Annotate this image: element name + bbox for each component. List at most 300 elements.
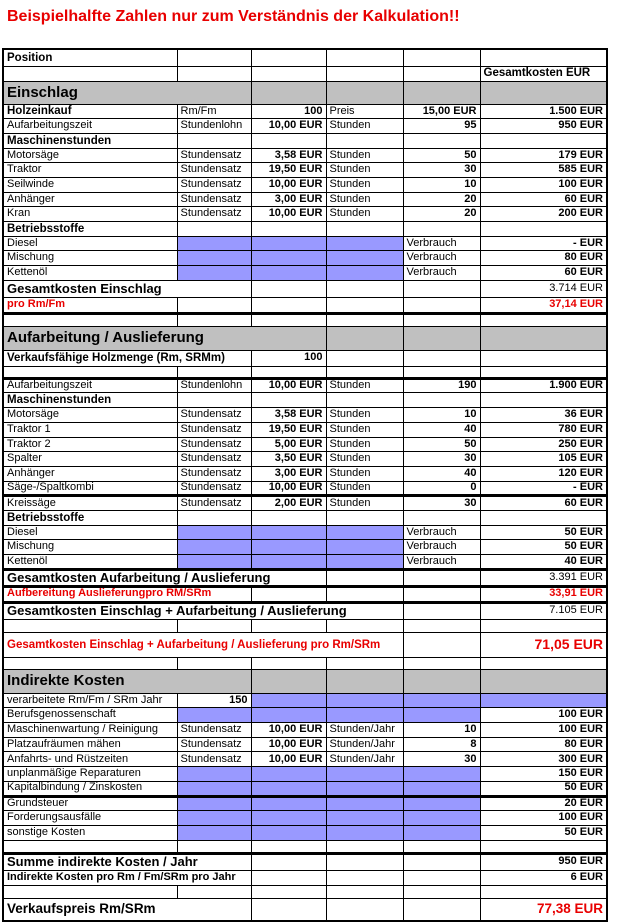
cell: Stundensatz bbox=[177, 422, 251, 437]
table-row bbox=[3, 350, 607, 366]
table-row bbox=[3, 192, 607, 207]
empty-cell bbox=[480, 49, 607, 66]
empty-cell bbox=[251, 366, 326, 378]
table-row bbox=[3, 133, 607, 148]
empty-cell bbox=[403, 657, 480, 669]
empty-cell bbox=[403, 811, 480, 826]
cell: 10,00 EUR bbox=[251, 723, 326, 738]
cell: Stundensatz bbox=[177, 163, 251, 178]
cell: Stundensatz bbox=[177, 437, 251, 452]
empty-cell bbox=[326, 297, 403, 313]
table-row bbox=[3, 408, 607, 423]
cell: 3,58 EUR bbox=[251, 408, 326, 423]
table-row bbox=[3, 251, 607, 266]
cell: Aufarbeitungszeit bbox=[3, 378, 177, 393]
empty-cell bbox=[326, 619, 403, 632]
cell: 150 bbox=[177, 693, 251, 708]
table-row bbox=[3, 885, 607, 898]
empty-cell bbox=[177, 767, 251, 782]
empty-cell bbox=[480, 840, 607, 853]
cell: Preis bbox=[326, 104, 403, 119]
cell: unplanmäßige Reparaturen bbox=[3, 767, 177, 782]
empty-cell bbox=[326, 555, 403, 570]
empty-cell bbox=[251, 796, 326, 811]
cell: Kapitalbindung / Zinskosten bbox=[3, 781, 177, 796]
empty-cell bbox=[177, 366, 251, 378]
table-row bbox=[3, 466, 607, 481]
empty-cell bbox=[251, 586, 326, 602]
cell: 40 bbox=[403, 466, 480, 481]
table-row bbox=[3, 496, 607, 511]
empty-cell bbox=[251, 825, 326, 840]
cell: Rm/Fm bbox=[177, 104, 251, 119]
empty-cell bbox=[326, 81, 403, 104]
cell: 50 EUR bbox=[480, 525, 607, 540]
table-row bbox=[3, 66, 607, 81]
cell: Mischung bbox=[3, 540, 177, 555]
table-row bbox=[3, 569, 607, 586]
table-row bbox=[3, 422, 607, 437]
cell: 8 bbox=[403, 737, 480, 752]
empty-cell bbox=[177, 251, 251, 266]
cell: Stunden bbox=[326, 378, 403, 393]
cell: 10 bbox=[403, 177, 480, 192]
cell: Maschinenstunden bbox=[3, 133, 177, 148]
table-row bbox=[3, 280, 607, 297]
cell: 10,00 EUR bbox=[251, 378, 326, 393]
table-row bbox=[3, 602, 607, 619]
empty-cell bbox=[251, 767, 326, 782]
cell: 1.900 EUR bbox=[480, 378, 607, 393]
empty-cell bbox=[326, 811, 403, 826]
empty-cell bbox=[177, 840, 251, 853]
empty-cell bbox=[403, 350, 480, 366]
cell: Verbrauch bbox=[403, 555, 480, 570]
table-row bbox=[3, 222, 607, 237]
empty-cell bbox=[326, 66, 403, 81]
cell: 3.714 EUR bbox=[480, 280, 607, 297]
empty-cell bbox=[177, 313, 251, 326]
empty-cell bbox=[480, 313, 607, 326]
cell: 50 EUR bbox=[480, 825, 607, 840]
empty-cell bbox=[3, 657, 177, 669]
empty-cell bbox=[177, 393, 251, 408]
cell: 10,00 EUR bbox=[251, 752, 326, 767]
cell: Stundensatz bbox=[177, 496, 251, 511]
table-row bbox=[3, 366, 607, 378]
cell: 10 bbox=[403, 408, 480, 423]
empty-cell bbox=[403, 853, 480, 870]
cell: Stundensatz bbox=[177, 752, 251, 767]
cell: Aufarbeitungszeit bbox=[3, 119, 177, 134]
empty-cell bbox=[3, 840, 177, 853]
cell: 80 EUR bbox=[480, 251, 607, 266]
empty-cell bbox=[251, 297, 326, 313]
empty-cell bbox=[177, 236, 251, 251]
cell: 950 EUR bbox=[480, 119, 607, 134]
cell: verarbeitete Rm/Fm / SRm Jahr bbox=[3, 693, 177, 708]
empty-cell bbox=[480, 669, 607, 693]
cell: Motorsäge bbox=[3, 408, 177, 423]
empty-cell bbox=[326, 49, 403, 66]
empty-cell bbox=[403, 366, 480, 378]
cell: Stundensatz bbox=[177, 723, 251, 738]
empty-cell bbox=[326, 898, 403, 921]
cell: Gesamtkosten EUR bbox=[480, 66, 607, 81]
empty-cell bbox=[3, 885, 177, 898]
empty-cell bbox=[326, 133, 403, 148]
cell: 3,50 EUR bbox=[251, 452, 326, 467]
cell: 3,00 EUR bbox=[251, 466, 326, 481]
empty-cell bbox=[177, 825, 251, 840]
cell: 50 bbox=[403, 437, 480, 452]
empty-cell bbox=[177, 781, 251, 796]
cell: Traktor 1 bbox=[3, 422, 177, 437]
empty-cell bbox=[251, 266, 326, 281]
cell: Stunden/Jahr bbox=[326, 723, 403, 738]
cell: 2,00 EUR bbox=[251, 496, 326, 511]
table-row bbox=[3, 781, 607, 796]
empty-cell bbox=[251, 280, 326, 297]
table-row bbox=[3, 177, 607, 192]
empty-cell bbox=[403, 569, 480, 586]
cell: Motorsäge bbox=[3, 148, 177, 163]
empty-cell bbox=[326, 767, 403, 782]
cell: Maschinenwartung / Reinigung bbox=[3, 723, 177, 738]
table-row bbox=[3, 825, 607, 840]
cell: Summe indirekte Kosten / Jahr bbox=[3, 853, 251, 870]
empty-cell bbox=[326, 840, 403, 853]
cell: - EUR bbox=[480, 236, 607, 251]
cell: Forderungsausfälle bbox=[3, 811, 177, 826]
table-row bbox=[3, 619, 607, 632]
cell: Säge-/Spaltkombi bbox=[3, 481, 177, 496]
cell: 150 EUR bbox=[480, 767, 607, 782]
cell: Verkaufspreis Rm/SRm bbox=[3, 898, 251, 921]
empty-cell bbox=[177, 266, 251, 281]
empty-cell bbox=[251, 885, 326, 898]
empty-cell bbox=[480, 326, 607, 350]
empty-cell bbox=[251, 619, 326, 632]
sheet-title: Beispielhalfte Zahlen nur zum Verständnis der Kalkulation!! bbox=[7, 8, 460, 25]
empty-cell bbox=[326, 510, 403, 525]
cell: 77,38 EUR bbox=[480, 898, 607, 921]
empty-cell bbox=[251, 811, 326, 826]
cell: 100 EUR bbox=[480, 708, 607, 723]
empty-cell bbox=[403, 133, 480, 148]
empty-cell bbox=[177, 49, 251, 66]
empty-cell bbox=[251, 251, 326, 266]
cell: 3.391 EUR bbox=[480, 569, 607, 586]
cell: Betriebsstoffe bbox=[3, 510, 177, 525]
cell: Aufbereitung Auslieferungpro RM/SRm bbox=[3, 586, 251, 602]
empty-cell bbox=[403, 393, 480, 408]
table-row bbox=[3, 632, 607, 657]
empty-cell bbox=[480, 693, 607, 708]
table-row bbox=[3, 525, 607, 540]
empty-cell bbox=[403, 708, 480, 723]
empty-cell bbox=[403, 619, 480, 632]
cell: Stunden/Jahr bbox=[326, 737, 403, 752]
table-row bbox=[3, 540, 607, 555]
empty-cell bbox=[326, 825, 403, 840]
section-header-aufarbeitung: Aufarbeitung / Auslieferung bbox=[3, 326, 326, 350]
cell: 585 EUR bbox=[480, 163, 607, 178]
empty-cell bbox=[403, 885, 480, 898]
cell: 5,00 EUR bbox=[251, 437, 326, 452]
cell: 60 EUR bbox=[480, 496, 607, 511]
table-row bbox=[3, 49, 607, 66]
cell: 780 EUR bbox=[480, 422, 607, 437]
empty-cell bbox=[403, 66, 480, 81]
empty-cell bbox=[251, 898, 326, 921]
cell: Stunden bbox=[326, 422, 403, 437]
cell: Stunden bbox=[326, 163, 403, 178]
cell: Stunden bbox=[326, 408, 403, 423]
cell: 120 EUR bbox=[480, 466, 607, 481]
empty-cell bbox=[403, 297, 480, 313]
empty-cell bbox=[251, 133, 326, 148]
cell: sonstige Kosten bbox=[3, 825, 177, 840]
empty-cell bbox=[251, 840, 326, 853]
empty-cell bbox=[403, 825, 480, 840]
calculation-table bbox=[2, 48, 608, 922]
cell: 50 bbox=[403, 148, 480, 163]
empty-cell bbox=[3, 66, 177, 81]
cell: 20 EUR bbox=[480, 796, 607, 811]
empty-cell bbox=[251, 853, 326, 870]
empty-cell bbox=[251, 870, 326, 885]
cell: Stunden bbox=[326, 148, 403, 163]
cell: 60 EUR bbox=[480, 192, 607, 207]
empty-cell bbox=[3, 313, 177, 326]
empty-cell bbox=[403, 602, 480, 619]
empty-cell bbox=[480, 619, 607, 632]
empty-cell bbox=[326, 708, 403, 723]
cell: 19,50 EUR bbox=[251, 163, 326, 178]
cell: 20 bbox=[403, 207, 480, 222]
cell: 100 EUR bbox=[480, 177, 607, 192]
section-header-indirekte-kosten: Indirekte Kosten bbox=[3, 669, 251, 693]
table-row bbox=[3, 840, 607, 853]
cell: 30 bbox=[403, 496, 480, 511]
cell: 10,00 EUR bbox=[251, 119, 326, 134]
empty-cell bbox=[480, 393, 607, 408]
cell: Diesel bbox=[3, 236, 177, 251]
empty-cell bbox=[403, 222, 480, 237]
cell: Stunden bbox=[326, 496, 403, 511]
cell: 30 bbox=[403, 163, 480, 178]
cell: Stunden bbox=[326, 207, 403, 222]
cell: Verbrauch bbox=[403, 266, 480, 281]
empty-cell bbox=[251, 657, 326, 669]
cell: 100 EUR bbox=[480, 811, 607, 826]
table-row bbox=[3, 737, 607, 752]
empty-cell bbox=[480, 350, 607, 366]
table-row bbox=[3, 452, 607, 467]
empty-cell bbox=[480, 510, 607, 525]
table-row bbox=[3, 148, 607, 163]
cell: 33,91 EUR bbox=[480, 586, 607, 602]
cell: Gesamtkosten Einschlag + Aufarbeitung / Auslieferung pro Rm/SRm bbox=[3, 632, 403, 657]
cell: Kran bbox=[3, 207, 177, 222]
cell: Stunden bbox=[326, 177, 403, 192]
empty-cell bbox=[403, 586, 480, 602]
cell: 30 bbox=[403, 752, 480, 767]
cell: 30 bbox=[403, 452, 480, 467]
empty-cell bbox=[403, 326, 480, 350]
empty-cell bbox=[251, 540, 326, 555]
empty-cell bbox=[326, 366, 403, 378]
cell: Verbrauch bbox=[403, 525, 480, 540]
table-row bbox=[3, 586, 607, 602]
empty-cell bbox=[403, 767, 480, 782]
empty-cell bbox=[326, 781, 403, 796]
cell: 37,14 EUR bbox=[480, 297, 607, 313]
empty-cell bbox=[251, 81, 326, 104]
cell: Grundsteuer bbox=[3, 796, 177, 811]
cell: Stundensatz bbox=[177, 207, 251, 222]
cell: Stundenlohn bbox=[177, 119, 251, 134]
empty-cell bbox=[3, 619, 177, 632]
cell: Stunden bbox=[326, 119, 403, 134]
cell: Stundensatz bbox=[177, 148, 251, 163]
empty-cell bbox=[326, 280, 403, 297]
cell: - EUR bbox=[480, 481, 607, 496]
cell: Spalter bbox=[3, 452, 177, 467]
empty-cell bbox=[403, 49, 480, 66]
table-row bbox=[3, 708, 607, 723]
empty-cell bbox=[326, 222, 403, 237]
empty-cell bbox=[177, 619, 251, 632]
empty-cell bbox=[403, 510, 480, 525]
cell: Anhänger bbox=[3, 192, 177, 207]
empty-cell bbox=[177, 555, 251, 570]
cell: 10,00 EUR bbox=[251, 481, 326, 496]
empty-cell bbox=[326, 326, 403, 350]
empty-cell bbox=[326, 586, 403, 602]
section-header-einschlag: Einschlag bbox=[3, 81, 251, 104]
cell: Kettenöl bbox=[3, 555, 177, 570]
cell: Stundensatz bbox=[177, 192, 251, 207]
cell: 3,00 EUR bbox=[251, 192, 326, 207]
empty-cell bbox=[403, 840, 480, 853]
table-row bbox=[3, 313, 607, 326]
table-row bbox=[3, 669, 607, 693]
cell: Stundensatz bbox=[177, 408, 251, 423]
empty-cell bbox=[251, 669, 326, 693]
empty-cell bbox=[251, 555, 326, 570]
empty-cell bbox=[326, 313, 403, 326]
empty-cell bbox=[326, 885, 403, 898]
table-row bbox=[3, 723, 607, 738]
cell: 100 bbox=[251, 104, 326, 119]
table-row bbox=[3, 297, 607, 313]
cell: Stunden bbox=[326, 466, 403, 481]
table-row bbox=[3, 481, 607, 496]
cell: Anfahrts- und Rüstzeiten bbox=[3, 752, 177, 767]
cell: 300 EUR bbox=[480, 752, 607, 767]
cell: Mischung bbox=[3, 251, 177, 266]
empty-cell bbox=[326, 796, 403, 811]
empty-cell bbox=[177, 540, 251, 555]
cell: Traktor bbox=[3, 163, 177, 178]
empty-cell bbox=[403, 313, 480, 326]
empty-cell bbox=[177, 66, 251, 81]
table-row bbox=[3, 326, 607, 350]
cell: 3,58 EUR bbox=[251, 148, 326, 163]
cell: 10,00 EUR bbox=[251, 737, 326, 752]
cell: 20 bbox=[403, 192, 480, 207]
cell: 95 bbox=[403, 119, 480, 134]
cell: 100 EUR bbox=[480, 723, 607, 738]
empty-cell bbox=[403, 693, 480, 708]
empty-cell bbox=[480, 222, 607, 237]
empty-cell bbox=[251, 510, 326, 525]
cell: 36 EUR bbox=[480, 408, 607, 423]
empty-cell bbox=[480, 657, 607, 669]
empty-cell bbox=[480, 133, 607, 148]
table-row bbox=[3, 811, 607, 826]
empty-cell bbox=[177, 796, 251, 811]
cell: Verbrauch bbox=[403, 540, 480, 555]
cell: 100 bbox=[251, 350, 326, 366]
empty-cell bbox=[326, 350, 403, 366]
table-row bbox=[3, 555, 607, 570]
empty-cell bbox=[251, 236, 326, 251]
cell: 50 EUR bbox=[480, 540, 607, 555]
cell: 7.105 EUR bbox=[480, 602, 607, 619]
empty-cell bbox=[251, 781, 326, 796]
cell: Stunden bbox=[326, 481, 403, 496]
cell: Gesamtkosten Einschlag bbox=[3, 280, 251, 297]
cell: Seilwinde bbox=[3, 177, 177, 192]
cell: 40 EUR bbox=[480, 555, 607, 570]
cell: Stundensatz bbox=[177, 177, 251, 192]
empty-cell bbox=[251, 525, 326, 540]
cell: 190 bbox=[403, 378, 480, 393]
table-row bbox=[3, 378, 607, 393]
empty-cell bbox=[326, 393, 403, 408]
empty-cell bbox=[177, 133, 251, 148]
cell: 200 EUR bbox=[480, 207, 607, 222]
cell: 19,50 EUR bbox=[251, 422, 326, 437]
table-row bbox=[3, 163, 607, 178]
cell: Stundensatz bbox=[177, 737, 251, 752]
table-row bbox=[3, 236, 607, 251]
cell: 179 EUR bbox=[480, 148, 607, 163]
empty-cell bbox=[177, 657, 251, 669]
table-row bbox=[3, 898, 607, 921]
table-row bbox=[3, 393, 607, 408]
table-row bbox=[3, 81, 607, 104]
cell: Berufsgenossenschaft bbox=[3, 708, 177, 723]
cell: 40 bbox=[403, 422, 480, 437]
cell: 250 EUR bbox=[480, 437, 607, 452]
empty-cell bbox=[177, 708, 251, 723]
empty-cell bbox=[251, 393, 326, 408]
empty-cell bbox=[480, 885, 607, 898]
table-row bbox=[3, 693, 607, 708]
cell: Gesamtkosten Einschlag + Aufarbeitung / Auslieferung bbox=[3, 602, 403, 619]
cell: Betriebsstoffe bbox=[3, 222, 177, 237]
table-row bbox=[3, 767, 607, 782]
table-row bbox=[3, 752, 607, 767]
empty-cell bbox=[403, 781, 480, 796]
cell: 105 EUR bbox=[480, 452, 607, 467]
cell: Stunden bbox=[326, 452, 403, 467]
cell: Verkaufsfähige Holzmenge (Rm, SRMm) bbox=[3, 350, 251, 366]
